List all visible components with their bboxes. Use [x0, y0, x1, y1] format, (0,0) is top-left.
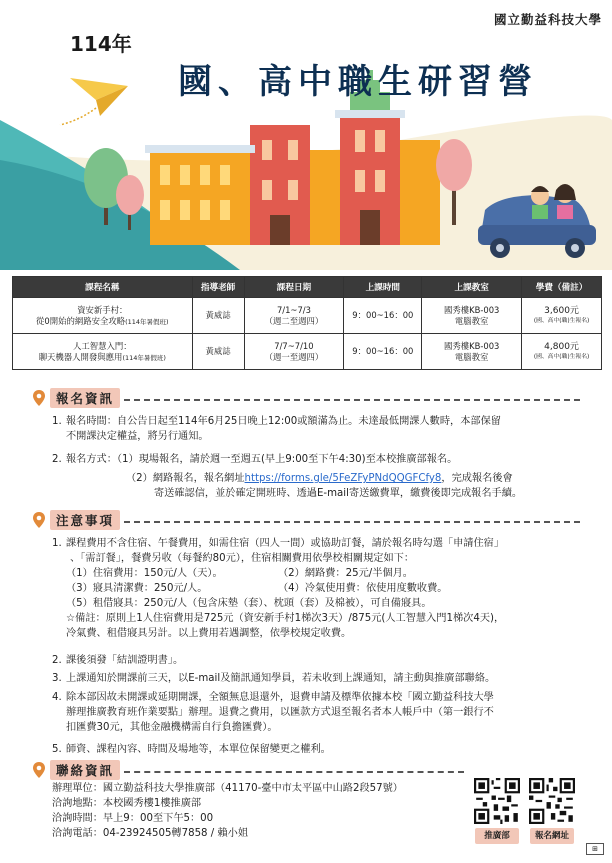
notes-item-1: 1. 課程費用不含住宿、午餐費用，如需住宿（四人一間）或協助訂餐，請於報名時勾選「申請住宿」 、「需訂餐」，餐費另收（每餐約80元），住宿相關費用依學校相關規定如下： （1）住宿費用：150元/人（天）。 （2）網路費：25元/半個月。 （3）寢具清潔費：250元/人。 （4）冷氣使用費：依使用度數收費。 （5）租借寢具：250元/人（包含床墊（套）、枕頭（套）及棉被），可自備寢具。 ☆備註：原則上1人住宿費用是725元（資安新手村1梯次3天）/875元(人工智慧入門1梯次4天)， 冷氣費、租借寢具另計。以上費用若遇調整，依學校規定收費。: [52, 538, 505, 639]
table-row: [13, 334, 602, 370]
contact-heading: [32, 760, 120, 780]
time-cell: 9：00~16：00: [344, 298, 422, 334]
zoom-icon[interactable]: ⊞: [586, 843, 604, 855]
course-name-cell: 人工智慧入門： 聊天機器人開發與應用(114年暑假班): [13, 334, 193, 370]
map-pin-icon: [32, 762, 46, 778]
column-header-teacher: 指導老師: [192, 277, 244, 298]
section-divider: [124, 521, 580, 523]
room-cell: 國秀樓KB-003 電腦教室: [422, 298, 522, 334]
column-header-room: 上課教室: [422, 277, 522, 298]
header-banner: [0, 0, 612, 270]
registration-heading: [32, 388, 120, 408]
notes-item-2: 2. 課後須發「結訓證明書」。: [52, 655, 184, 666]
section-divider: [124, 771, 464, 773]
map-pin-icon: [32, 512, 46, 528]
table-header-row: [13, 277, 602, 298]
fee-cell: 3,600元 (國、高中(職)生報名): [522, 298, 602, 334]
notes-item-5: 5. 師資、課程內容、時間及場地等，本單位保留變更之權利。: [52, 744, 331, 755]
qr-label-registration: 報名網址: [530, 828, 574, 844]
section-divider: [124, 399, 580, 401]
teacher-cell: 黃威誌: [192, 298, 244, 334]
course-name-cell: 資安新手村： 從0開始的網路安全攻略(114年暑假班): [13, 298, 193, 334]
qr-label-extension-dept: 推廣部: [475, 828, 519, 844]
date-cell: 7/1~7/3 （週二至週四）: [244, 298, 344, 334]
registration-item-2: 2. 報名方式：（1）現場報名，請於週一至週五(早上9:00至下午4:30)至本校推廣部報名。 （2）網路報名，報名網址https://forms.gle/5FeZFyPNdQQGFCfy8，完成報名後會 寄送確認信，並於確定開班時、透過E-mail寄送繳費單，繳費後即完成報名手續。: [52, 454, 523, 499]
column-header-fee: 學費（備註）: [522, 277, 602, 298]
year-label: 114年: [70, 32, 132, 56]
fee-cell: 4,800元 (國、高中(職)生報名): [522, 334, 602, 370]
room-cell: 國秀樓KB-003 電腦教室: [422, 334, 522, 370]
paper-plane-icon: [60, 78, 128, 125]
section-label: 報名資訊: [50, 388, 120, 408]
contact-hours: 洽詢時間：早上9：00至下午5：00: [52, 813, 214, 824]
contact-phone: 洽詢電話：04-23924505轉7858 / 賴小姐: [52, 828, 249, 839]
qr-code-registration[interactable]: [529, 778, 575, 824]
notes-heading: [32, 510, 120, 530]
teacher-cell: 黃威誌: [192, 334, 244, 370]
notes-item-4: 4. 除本部因故未開課或延期開課，全額無息退還外，退費申請及標準依據本校「國立勤益科技大學 辦理推廣教育班作業要點」辦理。退費之費用，以匯款方式退至報名者本人帳戶中（第一銀行不 扣匯費30元，其他金融機構需自行負擔匯費）。: [52, 692, 494, 733]
map-pin-icon: [32, 390, 46, 406]
column-header-time: 上課時間: [344, 277, 422, 298]
table-row: [13, 298, 602, 334]
organization-name: 國立勤益科技大學: [493, 12, 602, 27]
column-header-course: 課程名稱: [13, 277, 193, 298]
time-cell: 9：00~16：00: [344, 334, 422, 370]
section-label: 聯絡資訊: [50, 760, 120, 780]
date-cell: 7/7~7/10 （週一至週四）: [244, 334, 344, 370]
page-title: 國、高中職生研習營: [178, 62, 538, 102]
contact-details: [52, 781, 482, 841]
section-label: 注意事項: [50, 510, 120, 530]
contact-place: 洽詢地點：本校國秀樓1樓推廣部: [52, 798, 202, 809]
column-header-date: 課程日期: [244, 277, 344, 298]
registration-item-1: 1. 報名時間：自公告日起至114年6月25日晚上12:00或額滿為止。未達最低開課人數時，本部保留 不開課決定權益，將另行通知。: [52, 416, 501, 442]
course-table: [12, 276, 602, 370]
contact-unit: 辦理單位：國立勤益科技大學推廣部（41170-臺中市太平區中山路2段57號）: [52, 783, 403, 794]
qr-code-extension-dept[interactable]: [474, 778, 520, 824]
registration-form-link[interactable]: https://forms.gle/5FeZFyPNdQQGFCfy8: [244, 473, 442, 484]
notes-item-3: 3. 上課通知於開課前三天，以E-mail及簡訊通知學員，若未收到上課通知，請主動與推廣部聯絡。: [52, 673, 496, 684]
